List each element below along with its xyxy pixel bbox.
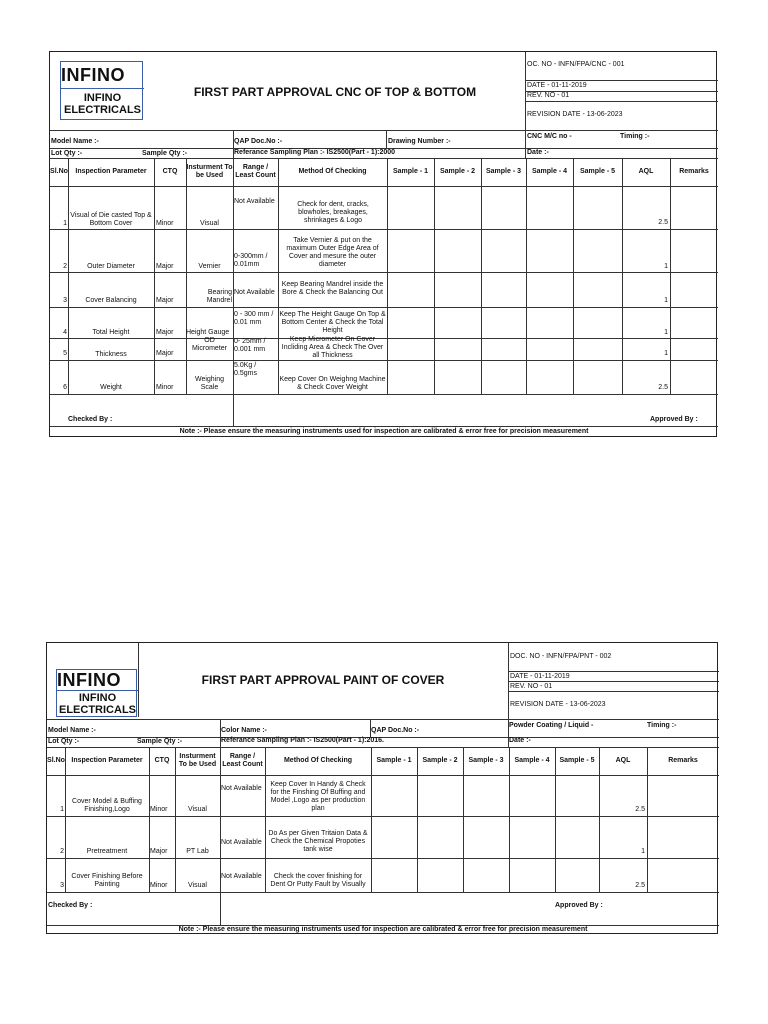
revision-date: REVISION DATE - 13-06-2023 bbox=[510, 701, 606, 708]
header-sample1: Sample - 1 bbox=[376, 757, 412, 764]
form-title: FIRST PART APPROVAL PAINT OF COVER bbox=[201, 673, 445, 687]
table-row-6-parameter: Weight bbox=[100, 384, 122, 391]
table-row-3-range: Not Available bbox=[234, 289, 275, 296]
table-row-4-range: 0 - 300 mm / 0.01 mm bbox=[234, 311, 274, 326]
table-row-5-instrument: OD Micrometer bbox=[191, 337, 227, 352]
table-row-3-aql: 1 bbox=[664, 297, 668, 304]
date-field[interactable]: Date :- bbox=[527, 149, 549, 156]
table-row-3-aql: 2.5 bbox=[635, 882, 645, 889]
timing-field[interactable]: Timing :- bbox=[620, 133, 650, 140]
table-row-1-method: Check for dent, cracks, blowholes, breakages, shrinkages & Logo bbox=[297, 201, 369, 224]
sampling-plan: Referance Sampling Plan :- IS2500(Part - 1):2000 bbox=[234, 149, 396, 156]
calibration-note: Note :- Please ensure the measuring instruments used for inspection are calibrated & error free for precision measurement bbox=[179, 428, 589, 435]
brand-logo: INFINO bbox=[61, 65, 125, 85]
table-row-6-aql: 2.5 bbox=[658, 384, 668, 391]
table-row-2-range: 0-300mm / 0.01mm bbox=[234, 253, 268, 268]
table-row-5-ctq: Major bbox=[156, 350, 174, 357]
header-slno: Sl.No bbox=[47, 757, 65, 764]
table-row-4-ctq: Major bbox=[156, 329, 174, 336]
table-row-1-method: Keep Cover In Handy & Check for the Finshing Of Buffing and Model ,Logo as per production plan bbox=[270, 781, 366, 812]
header-instrument: Insturment To be Used bbox=[178, 753, 217, 768]
model-name-field[interactable]: Model Name :- bbox=[48, 727, 96, 734]
table-row-2-aql: 1 bbox=[641, 848, 645, 855]
sample-qty-field[interactable]: Sample Qty :- bbox=[137, 738, 183, 745]
qap-doc-field[interactable]: QAP Doc.No :- bbox=[234, 138, 283, 145]
table-row-1-range: Not Available bbox=[221, 785, 262, 792]
table-row-4-slno: 4 bbox=[63, 329, 67, 336]
table-row-5-range: 0- 25mm / 0.001 mm bbox=[234, 338, 266, 353]
checked-by-field[interactable]: Checked By : bbox=[48, 902, 93, 909]
table-row-2-parameter: Pretreatment bbox=[86, 848, 128, 855]
table-row-2-parameter: Outer Diameter bbox=[87, 263, 135, 270]
table-row-1-aql: 2.5 bbox=[635, 806, 645, 813]
form-cnc-top-bottom bbox=[49, 51, 717, 437]
table-row-3-ctq: Minor bbox=[150, 882, 168, 889]
table-row-1-instrument: Visual bbox=[188, 806, 207, 813]
powder-coating-field[interactable]: Powder Coating / Liquid - bbox=[509, 722, 594, 729]
approved-by-field[interactable]: Approved By : bbox=[555, 902, 603, 909]
table-row-4-method: Keep The Height Gauge On Top & Bottom Center & Check the Total Height bbox=[279, 311, 386, 334]
header-range: Range / Least Count bbox=[222, 753, 263, 768]
lot-qty-field[interactable]: Lot Qty :- bbox=[51, 150, 83, 157]
table-row-5-method: Keep Micrometer On Cover Incliding Area & Check The Over all Thickness bbox=[281, 336, 384, 359]
table-row-1-instrument: Visual bbox=[200, 220, 219, 227]
header-slno: Sl.No bbox=[50, 168, 68, 175]
header-sample5: Sample - 5 bbox=[579, 168, 615, 175]
revision-number: REV. NO - 01 bbox=[527, 92, 570, 99]
header-sample4: Sample - 4 bbox=[514, 757, 550, 764]
table-row-3-instrument: Bearing Mandrel bbox=[206, 289, 232, 304]
sample-qty-field[interactable]: Sample Qty :- bbox=[142, 150, 188, 157]
drawing-number-field[interactable]: Drawing Number :- bbox=[388, 138, 451, 145]
table-row-4-instrument: Height Gauge bbox=[186, 329, 230, 336]
header-sample2: Sample - 2 bbox=[439, 168, 475, 175]
header-remarks: Remarks bbox=[668, 757, 698, 764]
table-row-3-instrument: Visual bbox=[188, 882, 207, 889]
table-row-3-range: Not Available bbox=[221, 873, 262, 880]
doc-date: DATE - 01-11-2019 bbox=[510, 673, 570, 680]
header-sample2: Sample - 2 bbox=[422, 757, 458, 764]
table-row-1-ctq: Minor bbox=[156, 220, 174, 227]
company-logo-block bbox=[56, 669, 137, 717]
header-range: Range / Least Count bbox=[235, 164, 276, 179]
table-row-6-method: Keep Cover On Weighng Machine & Check Cover Weight bbox=[279, 376, 386, 391]
header-method: Method Of Checking bbox=[283, 757, 353, 764]
revision-date: REVISION DATE - 13-06-2023 bbox=[527, 111, 623, 118]
header-instrument: Insturment To be Used bbox=[186, 164, 233, 179]
model-name-field[interactable]: Model Name :- bbox=[51, 138, 99, 145]
table-row-1-slno: 1 bbox=[63, 220, 67, 227]
table-row-2-slno: 2 bbox=[63, 263, 67, 270]
table-row-4-parameter: Total Height bbox=[92, 329, 130, 336]
qap-doc-field[interactable]: QAP Doc.No :- bbox=[371, 727, 420, 734]
header-parameter: Inspection Parameter bbox=[75, 168, 147, 175]
table-row-2-ctq: Major bbox=[156, 263, 174, 270]
table-row-3-ctq: Major bbox=[156, 297, 174, 304]
table-row-6-ctq: Minor bbox=[156, 384, 174, 391]
sampling-plan: Referance Sampling Plan :- IS2500(Part - 1):2016. bbox=[221, 737, 385, 744]
header-parameter: Inspection Parameter bbox=[71, 757, 143, 764]
approved-by-field[interactable]: Approved By : bbox=[650, 416, 698, 423]
table-row-2-method: Do As per Given Tritaion Data & Check the Chemical Propoties tank wise bbox=[268, 830, 368, 853]
timing-field[interactable]: Timing :- bbox=[647, 722, 677, 729]
cnc-machine-field[interactable]: CNC M/C no - bbox=[527, 133, 572, 140]
table-row-1-ctq: Minor bbox=[150, 806, 168, 813]
lot-qty-field[interactable]: Lot Qty :- bbox=[48, 738, 80, 745]
table-row-1-parameter: Visual of Die casted Top & Bottom Cover bbox=[70, 212, 152, 227]
header-ctq: CTQ bbox=[162, 168, 178, 175]
table-row-2-method: Take Vernier & put on the maximum Outer Edge Area of Cover and mesure the outer diameter bbox=[286, 237, 379, 268]
table-row-2-ctq: Major bbox=[150, 848, 168, 855]
header-method: Method Of Checking bbox=[298, 168, 367, 175]
table-row-2-instrument: PT Lab bbox=[186, 848, 209, 855]
header-sample5: Sample - 5 bbox=[559, 757, 595, 764]
table-row-2-range: Not Available bbox=[221, 839, 262, 846]
table-row-2-instrument: Vernier bbox=[198, 263, 221, 270]
header-sample3: Sample - 3 bbox=[485, 168, 521, 175]
color-name-field[interactable]: Color Name :- bbox=[221, 727, 267, 734]
header-sample3: Sample - 3 bbox=[468, 757, 504, 764]
table-row-3-parameter: Cover Finishing Before Painting bbox=[71, 873, 143, 888]
brand-logo: INFINO bbox=[57, 670, 121, 690]
header-sample4: Sample - 4 bbox=[531, 168, 567, 175]
table-row-5-aql: 1 bbox=[664, 350, 668, 357]
table-row-3-parameter: Cover Balancing bbox=[85, 297, 137, 304]
table-row-6-instrument: Weighing Scale bbox=[194, 376, 225, 391]
checked-by-field[interactable]: Checked By : bbox=[68, 416, 113, 423]
doc-number: DOC. NO - INFN/FPA/PNT - 002 bbox=[510, 653, 612, 660]
company-name: INFINO ELECTRICALS bbox=[59, 692, 136, 716]
table-row-1-parameter: Cover Model & Buffing Finishing,Logo bbox=[72, 798, 142, 813]
table-row-3-slno: 3 bbox=[63, 297, 67, 304]
header-sample1: Sample - 1 bbox=[392, 168, 428, 175]
company-name: INFINO ELECTRICALS bbox=[64, 92, 141, 116]
table-row-2-slno: 2 bbox=[60, 848, 64, 855]
calibration-note: Note :- Please ensure the measuring instruments used for inspection are calibrated & error free for precision measurement bbox=[178, 926, 588, 933]
header-ctq: CTQ bbox=[154, 757, 170, 764]
revision-number: REV. NO - 01 bbox=[510, 683, 553, 690]
table-row-3-method: Keep Bearing Mandrel inside the Bore & Check the Balancing Out bbox=[281, 281, 384, 296]
table-row-6-range: 5.0Kg / 0.5gms bbox=[234, 362, 257, 377]
table-row-4-aql: 1 bbox=[664, 329, 668, 336]
header-aql: AQL bbox=[638, 168, 654, 175]
form-title: FIRST PART APPROVAL CNC OF TOP & BOTTOM bbox=[193, 85, 477, 99]
table-row-3-method: Check the cover finishing for Dent Or Putty Fault by Visually bbox=[270, 873, 366, 888]
table-row-1-slno: 1 bbox=[60, 806, 64, 813]
table-row-1-range: Not Available bbox=[234, 198, 275, 205]
table-row-1-aql: 2.5 bbox=[658, 219, 668, 226]
company-logo-block bbox=[60, 61, 143, 120]
table-row-5-parameter: Thickness bbox=[95, 351, 127, 358]
table-row-3-slno: 3 bbox=[60, 882, 64, 889]
table-row-6-slno: 6 bbox=[63, 384, 67, 391]
header-aql: AQL bbox=[615, 757, 631, 764]
doc-date: DATE - 01-11-2019 bbox=[527, 82, 587, 89]
date-field[interactable]: Date :- bbox=[509, 737, 531, 744]
table-row-5-slno: 5 bbox=[63, 350, 67, 357]
header-remarks: Remarks bbox=[679, 168, 709, 175]
form-paint-of-cover bbox=[46, 642, 718, 934]
table-row-2-aql: 1 bbox=[664, 263, 668, 270]
doc-number: OC. NO - INFN/FPA/CNC - 001 bbox=[527, 61, 625, 68]
